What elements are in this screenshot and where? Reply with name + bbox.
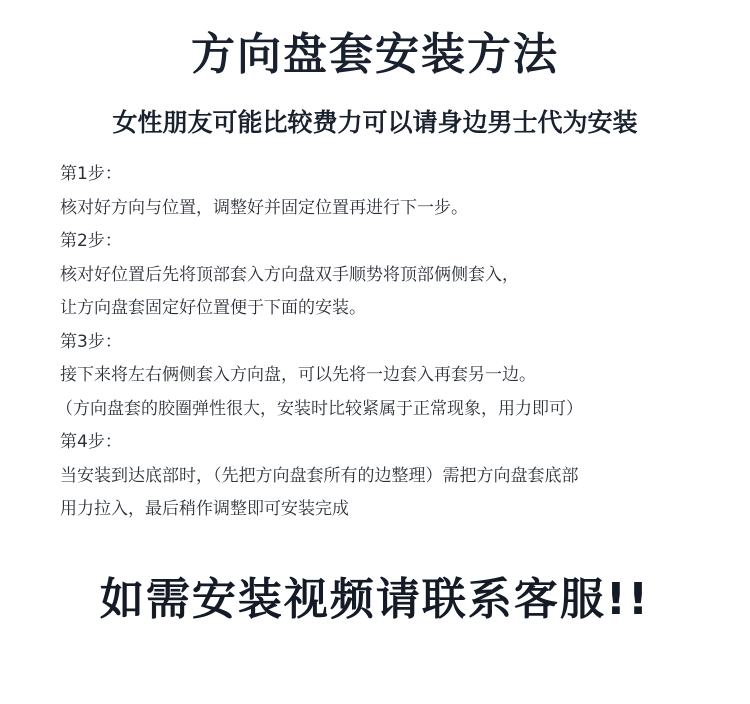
step-2-text-line-1: 核对好位置后先将顶部套入方向盘双手顺势将顶部俩侧套入， — [60, 264, 519, 285]
contact-service-banner: 如需安装视频请联系客服!! — [99, 574, 651, 625]
step-4-text-line-1: 当安装到达底部时，（先把方向盘套所有的边整理）需把方向盘套底部 — [60, 465, 579, 486]
step-3-note: （方向盘套的胶圈弹性很大，安装时比较紧属于正常现象，用力即可） — [56, 398, 583, 419]
page-subtitle: 女性朋友可能比较费力可以请身边男士代为安装 — [112, 108, 638, 137]
step-1-label: 第1步： — [60, 164, 122, 184]
step-4-label: 第4步： — [60, 432, 122, 452]
page-title: 方向盘套安装方法 — [191, 29, 559, 80]
step-2-label: 第2步： — [60, 231, 122, 251]
step-3-label: 第3步： — [60, 331, 122, 352]
step-4-text-line-2: 用力拉入，最后稍作调整即可安装完成 — [60, 499, 349, 519]
step-2-text-line-2: 让方向盘套固定好位置便于下面的安装。 — [60, 298, 366, 318]
step-3-text-line-1: 接下来将左右俩侧套入方向盘，可以先将一边套入再套另一边。 — [60, 365, 536, 385]
installation-steps — [56, 158, 720, 527]
step-1-text: 核对好方向与位置，调整好并固定位置再进行下一步。 — [60, 197, 468, 218]
